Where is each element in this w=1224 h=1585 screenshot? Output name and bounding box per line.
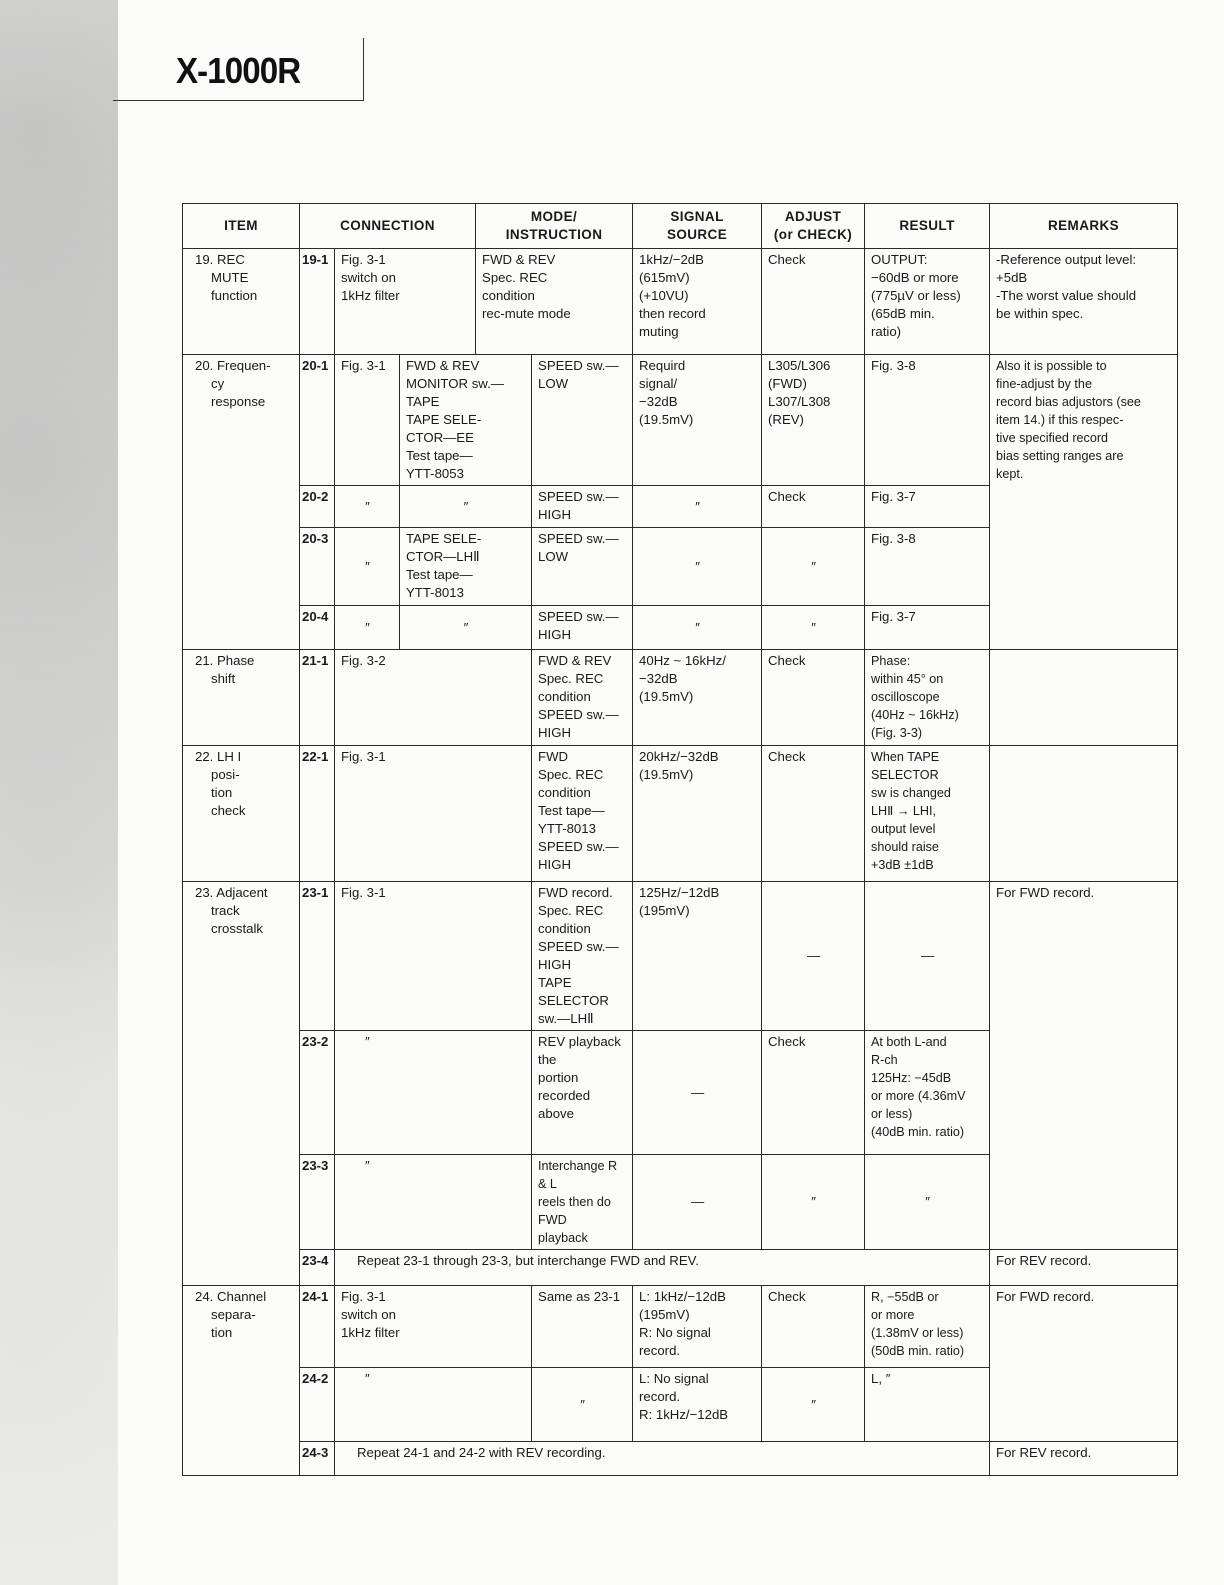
cell-line: above <box>538 1106 574 1121</box>
cell-line: Fig. 3-8 <box>871 531 916 546</box>
cell-line: (195mV) <box>639 1307 690 1322</box>
col-header-mode-l1: MODE/ <box>530 209 578 224</box>
result-cell <box>865 249 990 355</box>
signal-cell <box>633 882 762 1031</box>
cell-line: R, −55dB or <box>871 1290 939 1304</box>
cell-line: Fig. 3-8 <box>871 358 916 373</box>
cell-line: should raise <box>871 840 939 854</box>
cell-line: -The worst value should <box>996 288 1137 303</box>
cell-line: ″ <box>365 619 370 635</box>
cell-line: sw is changed <box>871 786 951 800</box>
col-header-mode-l2: INSTRUCTION <box>505 227 603 242</box>
connection-cell <box>335 528 400 606</box>
cell-line: +3dB ±1dB <box>871 858 934 872</box>
cell-line: SPEED sw.— <box>538 707 619 722</box>
cell-line: ″ <box>365 1034 370 1049</box>
cell-line: For FWD record. <box>996 885 1095 900</box>
cell-line: 1kHz/−2dB <box>639 252 704 267</box>
cell-line: TAPE SELE- <box>406 531 482 546</box>
sub-number: 24-3 <box>300 1442 335 1476</box>
cell-line: playback <box>538 1231 588 1245</box>
mode-cell <box>532 746 633 882</box>
signal-cell <box>633 1368 762 1442</box>
remarks-cell: For REV record. <box>990 1442 1178 1476</box>
sub-number: 19-1 <box>300 249 335 355</box>
adjust-cell <box>762 1031 865 1155</box>
signal-cell <box>633 650 762 746</box>
cell-line: Check <box>768 489 806 504</box>
cell-line: condition <box>482 288 535 303</box>
scan-edge-texture <box>0 0 118 1585</box>
cell-line: −32dB <box>639 671 678 686</box>
cell-line: Check <box>768 653 806 668</box>
cell-line: ″ <box>811 558 816 574</box>
cell-line: 40Hz ~ 16kHz/ <box>639 653 726 668</box>
cell-line: L305/L306 <box>768 358 831 373</box>
cell-line: or more <box>871 1308 915 1322</box>
sub-number: 20-2 <box>300 486 335 528</box>
cell-line: (Fig. 3-3) <box>871 726 923 740</box>
cell-line: — <box>806 948 821 963</box>
cell-line: Fig. 3-7 <box>871 489 916 504</box>
sub-number: 23-3 <box>300 1155 335 1250</box>
cell-line: FWD <box>538 749 569 764</box>
result-cell <box>865 650 990 746</box>
cell-line: Check <box>768 252 806 267</box>
cell-line: Spec. REC <box>538 903 604 918</box>
col-header-adjust-l2: (or CHECK) <box>773 227 853 242</box>
signal-cell <box>633 355 762 486</box>
cell-line: SPEED sw.— <box>538 839 619 854</box>
row-23-4 <box>183 1250 1178 1286</box>
cell-line: CTOR—EE <box>406 430 474 445</box>
cell-line: ″ <box>811 1194 816 1209</box>
speed-cell <box>532 355 633 486</box>
speed-cell <box>532 486 633 528</box>
mode-cell <box>532 882 633 1031</box>
cell-line: crosstalk <box>211 921 264 936</box>
cell-line: or more (4.36mV <box>871 1089 966 1103</box>
mode-cell <box>532 1031 633 1155</box>
item-cell <box>183 355 300 650</box>
adjust-cell <box>762 1155 865 1250</box>
speed-cell <box>532 606 633 650</box>
cell-line: 125Hz/−12dB <box>639 885 720 900</box>
cell-line: — <box>690 1084 705 1100</box>
speed-cell <box>532 528 633 606</box>
cell-line: then record <box>639 306 706 321</box>
signal-cell <box>633 1031 762 1155</box>
sub-number: 24-2 <box>300 1368 335 1442</box>
cell-line: reels then do FWD <box>538 1195 611 1227</box>
cell-line: Fig. 3-2 <box>341 653 386 668</box>
cell-line: sw.—LHⅡ <box>538 1011 594 1026</box>
adjust-cell <box>762 355 865 486</box>
cell-line: (REV) <box>768 412 804 427</box>
col-header-signal <box>633 204 762 249</box>
connection-cell <box>335 355 400 486</box>
repeat-instruction: Repeat 23-1 through 23-3, but interchange FWD and REV. <box>335 1250 990 1286</box>
cell-line: (19.5mV) <box>639 412 694 427</box>
result-cell <box>865 355 990 486</box>
cell-line: tive specified record <box>996 431 1109 445</box>
cell-line: YTT-8053 <box>406 466 464 481</box>
cell-line: SPEED sw.— <box>538 609 619 624</box>
cell-line: portion recorded <box>538 1070 591 1103</box>
cell-line: YTT-8013 <box>538 821 596 836</box>
cell-line: (1.38mV or less) <box>871 1326 964 1340</box>
connection-cell <box>335 746 532 882</box>
cell-line: kept. <box>996 467 1024 481</box>
row-19-1 <box>183 249 1178 355</box>
cell-line: (FWD) <box>768 376 807 391</box>
connection-cell <box>335 249 476 355</box>
cell-line: ″ <box>695 558 700 574</box>
cell-line: ratio) <box>871 324 902 339</box>
remarks-cell <box>990 1286 1178 1442</box>
result-cell <box>865 606 990 650</box>
sub-number: 20-3 <box>300 528 335 606</box>
cell-line: ″ <box>811 619 816 635</box>
remarks-cell <box>990 746 1178 882</box>
cell-line: −60dB or more <box>871 270 959 285</box>
signal-cell <box>633 606 762 650</box>
cell-line: Phase: <box>871 654 911 668</box>
cell-line: Check <box>768 1289 806 1304</box>
result-cell <box>865 486 990 528</box>
cell-line: 19. REC <box>195 252 245 267</box>
cell-line: For FWD record. <box>996 1289 1095 1304</box>
row-24-1 <box>183 1286 1178 1368</box>
adjustment-table <box>182 203 1178 1476</box>
row-23-1 <box>183 882 1178 1031</box>
cell-line: Fig. 3-1 <box>341 358 386 373</box>
cell-line: muting <box>639 324 679 339</box>
sub-number: 21-1 <box>300 650 335 746</box>
cell-line: ″ <box>695 619 700 635</box>
cell-line: be within spec. <box>996 306 1084 321</box>
cell-line: switch on <box>341 270 396 285</box>
cell-line: ″ <box>811 1396 816 1412</box>
cell-line: (19.5mV) <box>639 689 694 704</box>
cell-line: SPEED sw.— <box>538 489 619 504</box>
cell-line: rec-mute mode <box>482 306 571 321</box>
adjustment-table-container <box>182 203 1177 1476</box>
cell-line: 23. Adjacent <box>195 885 268 900</box>
cell-line: Also it is possible to <box>996 359 1107 373</box>
cell-line: (65dB min. <box>871 306 935 321</box>
cell-line: HIGH <box>538 627 571 642</box>
cell-line: TAPE SELE- <box>406 412 482 427</box>
col-header-mode <box>476 204 633 249</box>
cell-line: −32dB <box>639 394 678 409</box>
item-cell <box>183 746 300 882</box>
cell-line: OUTPUT: <box>871 252 928 267</box>
signal-cell <box>633 1155 762 1250</box>
cell-line: record bias adjustors (see <box>996 395 1141 409</box>
cell-line: FWD & REV <box>482 252 556 267</box>
cell-line: (615mV) <box>639 270 690 285</box>
item-cell <box>183 249 300 355</box>
cell-line: ″ <box>695 498 700 514</box>
cell-line: MUTE <box>211 270 249 285</box>
cell-line: Spec. REC <box>538 767 604 782</box>
connection-cell <box>335 1286 532 1368</box>
cell-line: — <box>690 1194 705 1209</box>
mode-cell <box>400 355 532 486</box>
cell-line: 1kHz filter <box>341 288 400 303</box>
sub-number: 20-1 <box>300 355 335 486</box>
cell-line: 1kHz filter <box>341 1325 400 1340</box>
cell-line: signal/ <box>639 376 678 391</box>
cell-line: (195mV) <box>639 903 690 918</box>
cell-line: Check <box>768 749 806 764</box>
page-title: X-1000R <box>176 50 301 91</box>
remarks-cell <box>990 249 1178 355</box>
remarks-cell: For REV record. <box>990 1250 1178 1286</box>
col-header-remarks: REMARKS <box>990 204 1178 249</box>
sub-number: 23-1 <box>300 882 335 1031</box>
cell-line: LOW <box>538 376 569 391</box>
cell-line: L: 1kHz/−12dB <box>639 1289 726 1304</box>
cell-line: L: No signal <box>639 1371 709 1386</box>
cell-line: Test tape— <box>538 803 605 818</box>
connection-cell <box>335 606 400 650</box>
row-21-1 <box>183 650 1178 746</box>
cell-line: Check <box>768 1034 806 1049</box>
mode-cell <box>400 486 532 528</box>
cell-line: oscilloscope <box>871 690 940 704</box>
remarks-cell <box>990 882 1178 1250</box>
cell-line: At both L-and <box>871 1035 947 1049</box>
cell-line: Same as 23-1 <box>538 1289 621 1304</box>
cell-line: (40Hz ~ 16kHz) <box>871 708 959 722</box>
cell-line: HIGH <box>538 857 571 872</box>
cell-line: MONITOR sw.— <box>406 376 504 391</box>
cell-line: FWD record. <box>538 885 613 900</box>
cell-line: 21. Phase <box>195 653 255 668</box>
connection-cell <box>335 650 532 746</box>
adjust-cell <box>762 1286 865 1368</box>
cell-line: LHⅡ → LHI, <box>871 804 937 818</box>
cell-line: 20kHz/−32dB <box>639 749 719 764</box>
cell-line: (40dB min. ratio) <box>871 1125 965 1139</box>
mode-cell <box>532 1368 633 1442</box>
cell-line: -Reference output level: <box>996 252 1137 267</box>
connection-cell <box>335 1031 532 1155</box>
cell-line: TAPE <box>406 394 440 409</box>
cell-line: or less) <box>871 1107 913 1121</box>
cell-line: ″ <box>925 1194 930 1209</box>
cell-line: 125Hz: −45dB <box>871 1071 952 1085</box>
cell-line: R: No signal <box>639 1325 711 1340</box>
col-header-connection: CONNECTION <box>300 204 476 249</box>
signal-cell <box>633 1286 762 1368</box>
mode-cell <box>400 528 532 606</box>
cell-line: (775µV or less) <box>871 288 961 303</box>
cell-line: +5dB <box>996 270 1028 285</box>
cell-line: ″ <box>365 1158 370 1173</box>
cell-line: Fig. 3-7 <box>871 609 916 624</box>
col-header-adjust <box>762 204 865 249</box>
cell-line: Interchange R & L <box>538 1159 618 1191</box>
cell-line: Test tape— <box>406 448 473 463</box>
adjust-cell <box>762 1368 865 1442</box>
connection-cell <box>335 1368 532 1442</box>
remarks-cell <box>990 355 1178 650</box>
cell-line: condition <box>538 921 591 936</box>
cell-line: 22. LH I <box>195 749 242 764</box>
cell-line: Spec. REC <box>538 671 604 686</box>
connection-cell <box>335 1155 532 1250</box>
cell-line: CTOR—LHⅡ <box>406 549 480 564</box>
cell-line: YTT-8013 <box>406 585 464 600</box>
signal-cell <box>633 486 762 528</box>
col-header-signal-l2: SOURCE <box>666 227 728 242</box>
adjust-cell <box>762 606 865 650</box>
cell-line: TAPE SELECTOR <box>538 975 609 1008</box>
cell-line: shift <box>211 671 236 686</box>
mode-cell <box>476 249 633 355</box>
sub-number: 20-4 <box>300 606 335 650</box>
cell-line: SPEED sw.—HIGH <box>538 939 619 972</box>
cell-line: condition <box>538 689 591 704</box>
cell-line: cy <box>211 376 225 391</box>
cell-line: HIGH <box>538 507 571 522</box>
cell-line: 24. Channel <box>195 1289 267 1304</box>
item-cell <box>183 882 300 1286</box>
cell-line: (+10VU) <box>639 288 689 303</box>
cell-line: FWD & REV <box>406 358 480 373</box>
result-cell <box>865 746 990 882</box>
row-24-3 <box>183 1442 1178 1476</box>
cell-line: R-ch <box>871 1053 898 1067</box>
cell-line: Fig. 3-1 <box>341 885 386 900</box>
header-row <box>183 204 1178 249</box>
cell-line: response <box>211 394 266 409</box>
adjust-cell <box>762 650 865 746</box>
cell-line: Requird <box>639 358 686 373</box>
sub-number: 23-2 <box>300 1031 335 1155</box>
signal-cell <box>633 528 762 606</box>
sub-number: 23-4 <box>300 1250 335 1286</box>
cell-line: (19.5mV) <box>639 767 694 782</box>
cell-line: record. <box>639 1343 681 1358</box>
adjust-cell <box>762 882 865 1031</box>
cell-line: SPEED sw.— <box>538 358 619 373</box>
cell-line: Fig. 3-1 <box>341 749 386 764</box>
cell-line: Fig. 3-1 <box>341 1289 386 1304</box>
cell-line: FWD & REV <box>538 653 612 668</box>
cell-line: switch on <box>341 1307 396 1322</box>
result-cell <box>865 882 990 1031</box>
cell-line: When TAPE <box>871 750 940 764</box>
cell-line: item 14.) if this respec- <box>996 413 1124 427</box>
cell-line: tion <box>211 1325 233 1340</box>
cell-line: L307/L308 <box>768 394 831 409</box>
cell-line: Spec. REC <box>482 270 548 285</box>
adjust-cell <box>762 746 865 882</box>
mode-cell <box>532 1286 633 1368</box>
cell-line: output level <box>871 822 936 836</box>
cell-line: tion <box>211 785 233 800</box>
result-cell <box>865 1031 990 1155</box>
cell-line: track <box>211 903 240 918</box>
row-22-1 <box>183 746 1178 882</box>
result-cell <box>865 1155 990 1250</box>
adjust-cell <box>762 486 865 528</box>
cell-line: function <box>211 288 258 303</box>
cell-line: 20. Frequen- <box>195 358 271 373</box>
cell-line: ″ <box>365 558 370 574</box>
cell-line: ″ <box>463 619 469 635</box>
cell-line: R: 1kHz/−12dB <box>639 1407 729 1422</box>
col-header-signal-l1: SIGNAL <box>670 209 724 224</box>
row-20-1 <box>183 355 1178 486</box>
cell-line: (50dB min. ratio) <box>871 1344 965 1358</box>
cell-line: ″ <box>463 498 469 514</box>
cell-line: ″ <box>365 498 370 514</box>
cell-line: Test tape— <box>406 567 473 582</box>
col-header-item: ITEM <box>183 204 300 249</box>
cell-line: ″ <box>365 1371 370 1386</box>
result-cell <box>865 528 990 606</box>
cell-line: REV playback the <box>538 1034 621 1067</box>
cell-line: Fig. 3-1 <box>341 252 386 267</box>
col-header-adjust-l1: ADJUST <box>784 209 842 224</box>
result-cell <box>865 1286 990 1368</box>
connection-cell <box>335 882 532 1031</box>
connection-cell <box>335 486 400 528</box>
cell-line: SPEED sw.— <box>538 531 619 546</box>
cell-line: fine-adjust by the <box>996 377 1092 391</box>
cell-line: condition <box>538 785 591 800</box>
result-cell <box>865 1368 990 1442</box>
cell-line: separa- <box>211 1307 256 1322</box>
cell-line: L, ″ <box>871 1371 891 1386</box>
cell-line: HIGH <box>538 725 571 740</box>
adjust-cell <box>762 249 865 355</box>
cell-line: SELECTOR <box>871 768 939 782</box>
cell-line: — <box>920 948 935 963</box>
sub-number: 22-1 <box>300 746 335 882</box>
cell-line: bias setting ranges are <box>996 449 1124 463</box>
sub-number: 24-1 <box>300 1286 335 1368</box>
mode-cell <box>532 1155 633 1250</box>
cell-line: posi- <box>211 767 240 782</box>
mode-cell <box>400 606 532 650</box>
signal-cell <box>633 746 762 882</box>
signal-cell <box>633 249 762 355</box>
mode-cell <box>532 650 633 746</box>
adjust-cell <box>762 528 865 606</box>
cell-line: within 45° on <box>871 672 944 686</box>
remarks-cell <box>990 650 1178 746</box>
item-cell <box>183 1286 300 1476</box>
cell-line: record. <box>639 1389 681 1404</box>
repeat-instruction: Repeat 24-1 and 24-2 with REV recording. <box>335 1442 990 1476</box>
item-cell <box>183 650 300 746</box>
cell-line: check <box>211 803 246 818</box>
cell-line: ″ <box>580 1396 585 1412</box>
cell-line: LOW <box>538 549 569 564</box>
col-header-result: RESULT <box>865 204 990 249</box>
